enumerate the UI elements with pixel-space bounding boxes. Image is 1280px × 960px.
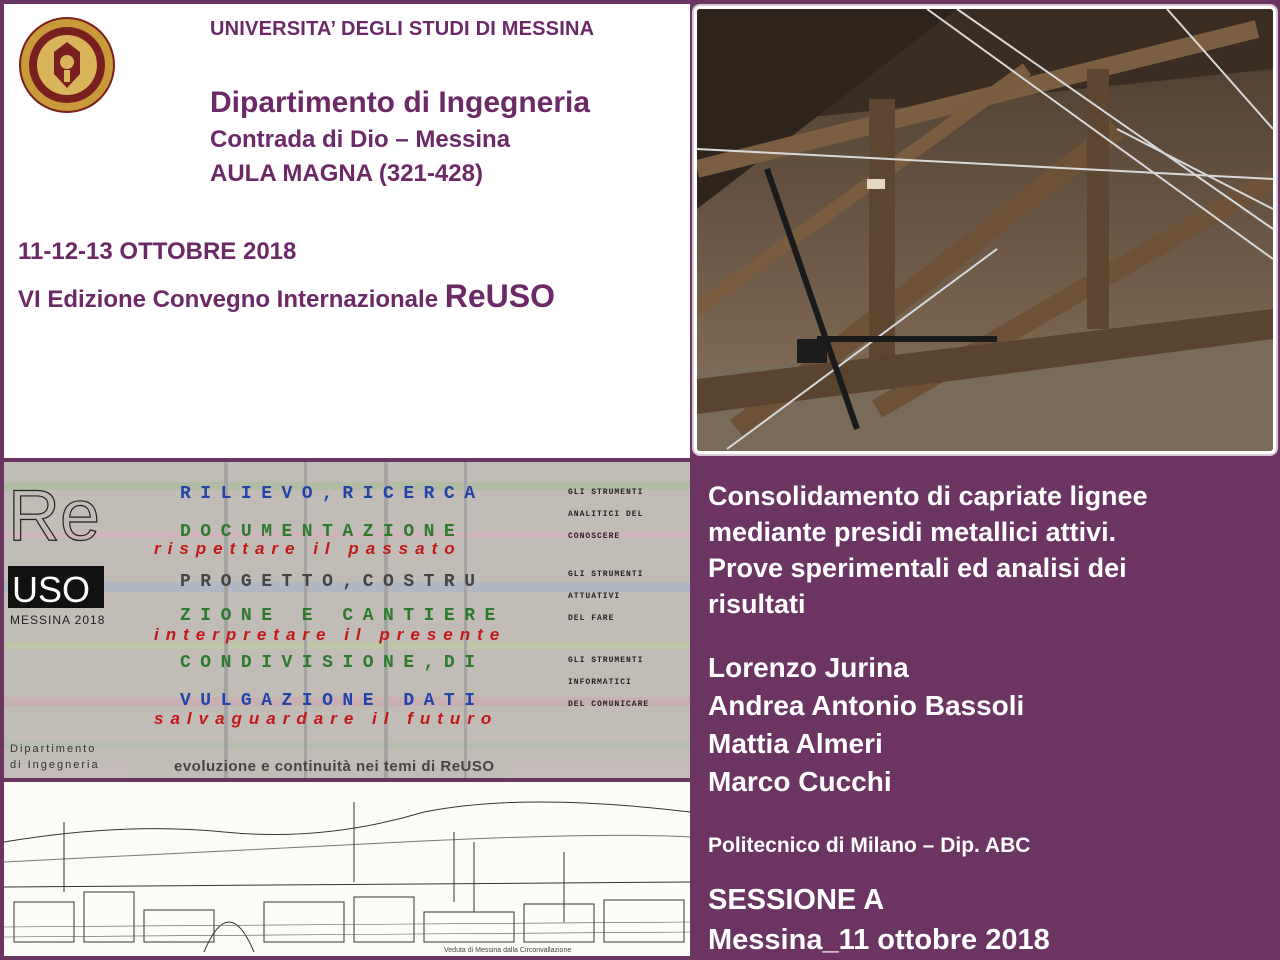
poster-dept-line-1: Dipartimento: [10, 743, 97, 755]
paper-details: [706, 474, 1266, 954]
italic-row-1: rispettare il passato: [154, 539, 462, 558]
side-label-8: INFORMATICI: [568, 678, 632, 687]
poster-footer: evoluzione e continuità nei temi di ReUSO: [174, 758, 495, 775]
sketch-caption: Veduta di Messina dalla Circonvallazione: [444, 947, 572, 954]
poster-dept-line-2: di Ingegneria: [10, 759, 100, 771]
author-3: Mattia Almeri: [708, 728, 883, 759]
grid-row-3: PROGETTO,COSTRU: [180, 572, 485, 592]
side-label-2: ANALITICI DEL: [568, 510, 644, 519]
messina-sketch: [4, 782, 690, 956]
reuso-poster: [4, 462, 690, 778]
department-address: Contrada di Dio – Messina: [210, 126, 511, 153]
author-2: Andrea Antonio Bassoli: [708, 690, 1025, 721]
side-label-4: GLI STRUMENTI: [568, 570, 644, 579]
session-label: SESSIONE A: [708, 884, 885, 916]
paper-title-line-3: Prove sperimentali ed analisi dei: [708, 553, 1127, 583]
side-label-1: GLI STRUMENTI: [568, 488, 644, 497]
logo-city: MESSINA 2018: [10, 613, 106, 627]
side-label-5: ATTUATIVI: [568, 592, 621, 601]
paper-title-line-1: Consolidamento di capriate lignee: [708, 481, 1148, 511]
side-label-7: GLI STRUMENTI: [568, 656, 644, 665]
logo-uso: USO: [12, 569, 91, 610]
logo-re: Re: [8, 476, 101, 556]
timber-truss-photo: [694, 6, 1276, 454]
grid-row-4: ZIONE E CANTIERE: [180, 606, 505, 626]
grid-row-2: DOCUMENTAZIONE: [180, 522, 465, 542]
affiliation: Politecnico di Milano – Dip. ABC: [708, 834, 1031, 857]
grid-row-1: RILIEVO,RICERCA: [180, 484, 485, 504]
grid-row-5: CONDIVISIONE,DI: [180, 653, 485, 673]
paper-title-line-4: risultati: [708, 589, 806, 619]
university-name: UNIVERSITA’ DEGLI STUDI DI MESSINA: [210, 18, 595, 40]
department-name: Dipartimento di Ingegneria: [210, 86, 591, 119]
university-seal-logo: [18, 16, 116, 114]
side-label-6: DEL FARE: [568, 614, 615, 623]
edition-name: ReUSO: [444, 278, 555, 314]
grid-row-6: VULGAZIONE DATI: [180, 691, 485, 711]
room-name: AULA MAGNA (321-428): [210, 160, 483, 187]
paper-title-line-2: mediante presidi metallici attivi.: [708, 517, 1117, 547]
location-date: Messina_11 ottobre 2018: [708, 924, 1050, 956]
edition-prefix: VI Edizione Convegno Internazionale: [18, 286, 445, 313]
author-4: Marco Cucchi: [708, 766, 892, 797]
conference-info-panel: [4, 4, 690, 458]
italic-row-2: interpretare il presente: [154, 625, 507, 644]
side-label-3: CONOSCERE: [568, 532, 621, 541]
paper-title: [708, 478, 1268, 622]
conference-edition: [18, 278, 555, 315]
side-label-9: DEL COMUNICARE: [568, 700, 650, 709]
author-1: Lorenzo Jurina: [708, 652, 909, 683]
conference-dates: 11-12-13 OTTOBRE 2018: [18, 238, 297, 265]
italic-row-3: salvaguardare il futuro: [154, 709, 499, 728]
